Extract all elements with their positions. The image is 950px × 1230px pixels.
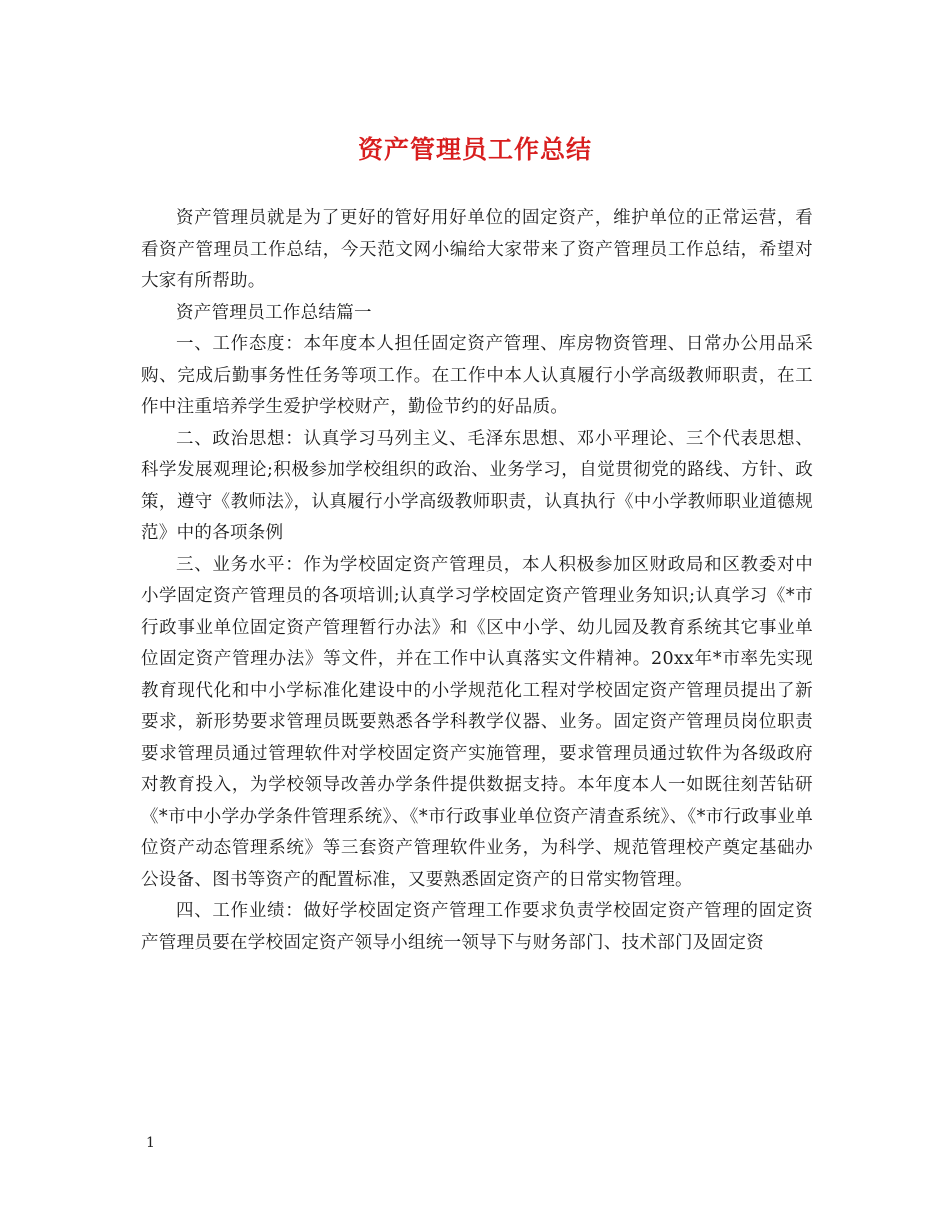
paragraph-work-attitude: 一、工作态度：本年度本人担任固定资产管理、库房物资管理、日常办公用品采购、完成后勤事务性任务等项工作。在工作中本人认真履行小学高级教师职责，在工作中注重培养学生爱护学校财产，勤俭节约的好品质。 — [141, 334, 813, 417]
document-body — [141, 203, 813, 959]
paragraph-work-performance: 四、工作业绩：做好学校固定资产管理工作要求负责学校固定资产管理的固定资产管理员要在学校固定资产领导小组统一领导下与财务部门、技术部门及固定资 — [141, 901, 813, 953]
paragraph-business-level: 三、业务水平：作为学校固定资产管理员，本人积极参加区财政局和区教委对中小学固定资产管理员的各项培训;认真学习学校固定资产管理业务知识;认真学习《*市行政事业单位固定资产管理暂行办法》和《区中小学、幼儿园及教育系统其它事业单位固定资产管理办法》等文件，并在工作中认真落实文件精神。20xx年*市率先实现教育现代化和中小学标准化建设中的小学规范化工程对学校固定资产管理员提出了新要求，新形势要求管理员既要熟悉各学科教学仪器、业务。固定资产管理员岗位职责要求管理员通过管理软件对学校固定资产实施管理，要求管理员通过软件为各级政府对教育投入，为学校领导改善办学条件提供数据支持。本年度本人一如既往刻苦钻研《*市中小学办学条件管理系统》、《*市行政事业单位资产清查系统》、《*市行政事业单位资产动态管理系统》等三套资产管理软件业务，为科学、规范管理校产奠定基础办公设备、图书等资产的配置标准，又要熟悉固定资产的日常实物管理。 — [141, 554, 813, 890]
paragraph-section-heading: 资产管理员工作总结篇一 — [176, 302, 372, 323]
paragraph-political-thought: 二、政治思想：认真学习马列主义、毛泽东思想、邓小平理论、三个代表思想、科学发展观理论;积极参加学校组织的政治、业务学习，自觉贯彻党的路线、方针、政策，遵守《教师法》，认真履行小学高级教师职责，认真执行《中小学教师职业道德规范》中的各项条例 — [141, 428, 813, 543]
page-number: 1 — [146, 1135, 155, 1151]
paragraph-intro: 资产管理员就是为了更好的管好用好单位的固定资产，维护单位的正常运营，看看资产管理员工作总结，今天范文网小编给大家带来了资产管理员工作总结，希望对大家有所帮助。 — [141, 208, 813, 291]
document-title: 资产管理员工作总结 — [357, 135, 592, 164]
